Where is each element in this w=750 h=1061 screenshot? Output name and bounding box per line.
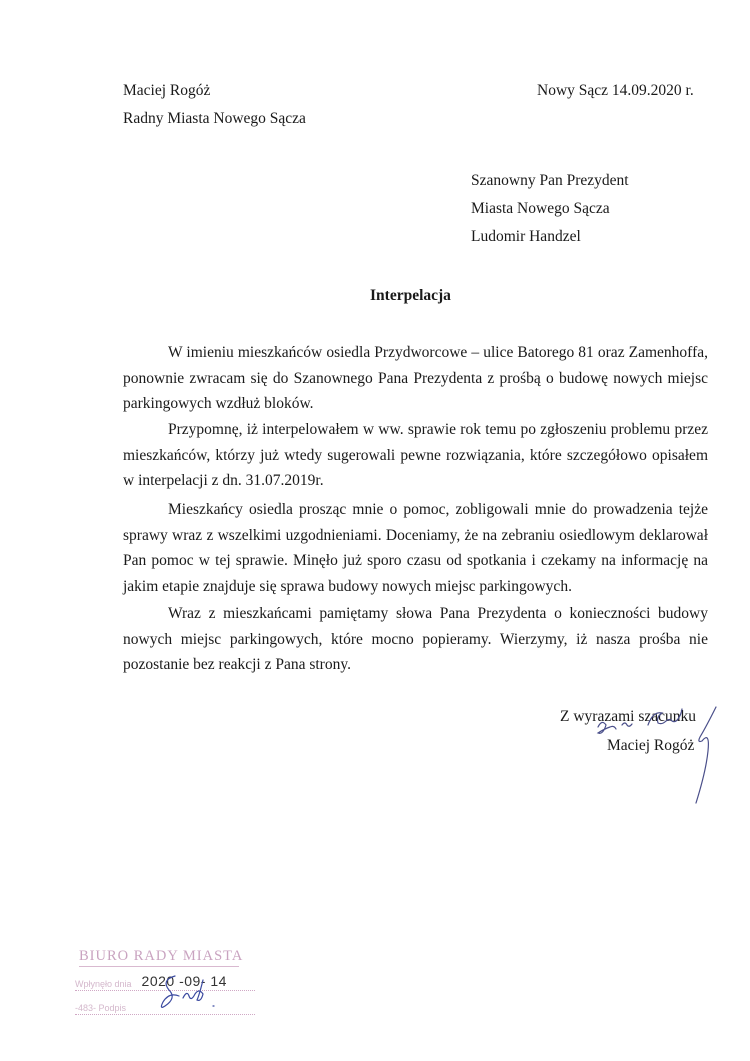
text-line: W imieniu mieszkańców osiedla Przydworcowe – ulice Batorego 81 oraz Zamenhoffa, [168,344,708,361]
text-line: parkingowych wzdłuż bloków. [123,395,314,412]
text-line: sprawy wraz z wszelkimi uzgodnieniami. Doceniamy, że na zebraniu osiedlowym deklarował [123,526,708,544]
document-title: Interpelacja [370,287,451,304]
text-line: mieszkańców, którzy już wtedy sugerowali pewne rozwiązania, które szczegółowo opisałem [123,446,708,464]
paragraph-3 [123,500,708,602]
registry-stamp [75,946,260,1018]
text-line: Pan pomoc w tej sprawie. Minęło już sporo czasu od spotkania i czekamy na informację na [123,552,708,569]
stamp-received-date: 2020 -09- 14 [141,973,227,989]
recipient-line-1: Szanowny Pan Prezydent [471,172,629,189]
handwritten-signature [590,705,740,805]
sender-title: Radny Miasta Nowego Sącza [123,110,306,127]
stamp-received-label: Wpłynęło dnia [75,979,132,989]
closing-salutation: Z wyrazami szacunku [560,708,696,725]
stamp-number-label: -483- Podpis [75,1003,127,1013]
text-line: w interpelacji z dn. 31.07.2019r. [123,472,324,489]
paragraph-4 [123,604,708,681]
closing-name: Maciej Rogóż [607,737,695,754]
paragraph-2 [123,420,708,497]
sender-name: Maciej Rogóż [123,82,211,99]
text-line: pozostanie bez reakcji z Pana strony. [123,656,351,673]
text-line: Mieszkańcy osiedla prosząc mnie o pomoc, zobligowali mnie do prowadzenia tejże [168,501,708,518]
recipient-line-2: Miasta Nowego Sącza [471,200,610,217]
place-date: Nowy Sącz 14.09.2020 r. [537,82,694,99]
text-line: Wraz z mieszkańcami pamiętamy słowa Pana Prezydenta o konieczności budowy [168,605,708,622]
paragraph-1 [123,343,708,420]
text-line: jakim etapie znajduje się sprawa budowy nowych miejsc parkingowych. [123,577,572,595]
text-line: nowych miejsc parkingowych, które mocno popieramy. Wierzymy, iż nasza prośba nie [123,630,708,648]
stamp-signature [153,968,223,1018]
recipient-line-3: Ludomir Handzel [471,228,581,245]
text-line: Przypomnę, iż interpelowałem w ww. sprawie rok temu po zgłoszeniu problemu przez [168,421,708,438]
text-line: ponownie zwracam się do Szanownego Pana Prezydenta z prośbą o budowę nowych miejsc [123,369,708,387]
stamp-header: BIURO RADY MIASTA [79,946,239,967]
